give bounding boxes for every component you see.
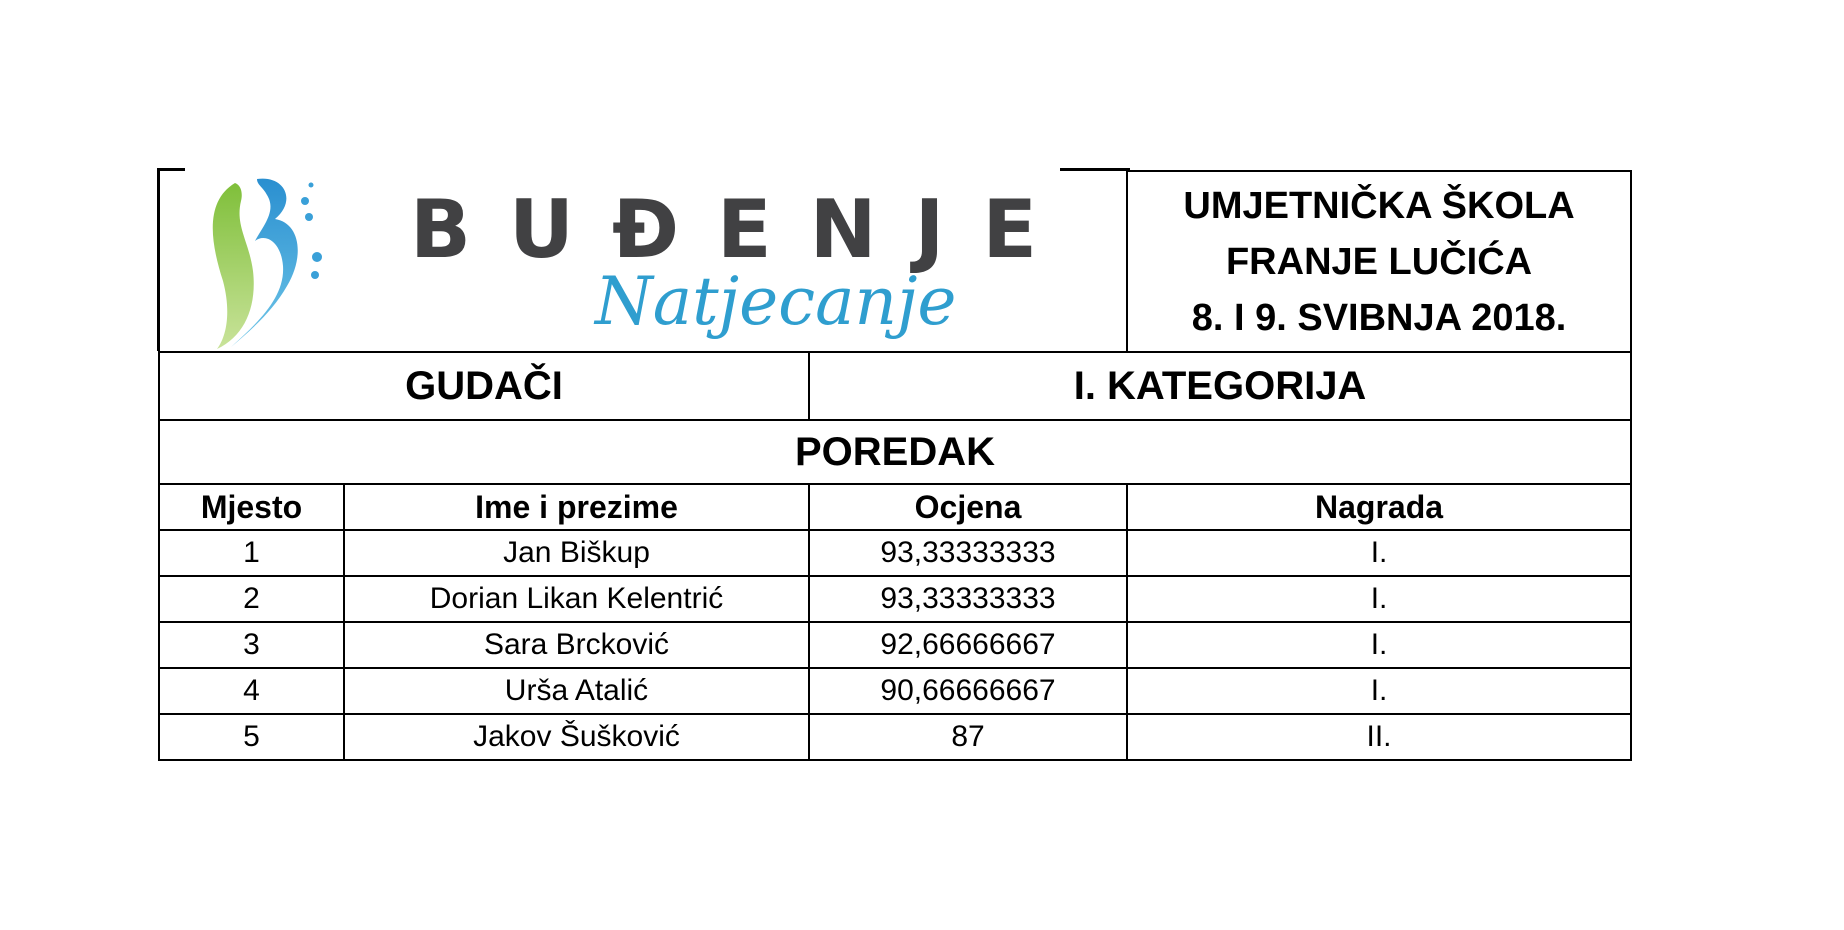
clef-heart-icon [205,171,345,352]
cell-name: Sara Brcković [344,622,809,668]
cell-award: I. [1127,530,1631,576]
cell-name: Dorian Likan Kelentrić [344,576,809,622]
table-row [159,668,1631,714]
cell-place: 3 [159,622,344,668]
col-header-name: Ime i prezime [344,484,809,530]
brand-subtitle: Natjecanje [595,263,957,340]
cell-score: 92,66666667 [809,622,1127,668]
frame-left-edge [157,168,160,351]
cell-award: II. [1127,714,1631,760]
cell-place: 1 [159,530,344,576]
school-info [1127,171,1631,352]
cell-name: Jakov Šušković [344,714,809,760]
cell-award: I. [1127,576,1631,622]
cell-score: 93,33333333 [809,576,1127,622]
cell-place: 4 [159,668,344,714]
logo-cell [159,171,1127,352]
header-row [159,171,1631,352]
title-row [159,420,1631,484]
col-header-place: Mjesto [159,484,344,530]
results-table [158,170,1632,761]
col-header-award: Nagrada [1127,484,1631,530]
table-title: POREDAK [159,420,1631,484]
cell-award: I. [1127,668,1631,714]
section-row [159,352,1631,420]
cell-place: 2 [159,576,344,622]
category-label: I. KATEGORIJA [809,352,1631,420]
table-row [159,714,1631,760]
table-row [159,622,1631,668]
cell-score: 90,66666667 [809,668,1127,714]
cell-score: 93,33333333 [809,530,1127,576]
frame-corner-top-right [1060,168,1130,171]
table-row [159,530,1631,576]
cell-place: 5 [159,714,344,760]
cell-award: I. [1127,622,1631,668]
school-line-1: UMJETNIČKA ŠKOLA [1183,184,1575,227]
table-row [159,576,1631,622]
school-line-3: 8. I 9. SVIBNJA 2018. [1191,296,1567,339]
cell-name: Jan Biškup [344,530,809,576]
cell-name: Urša Atalić [344,668,809,714]
brand-name: BUĐENJE [410,183,1075,276]
cell-score: 87 [809,714,1127,760]
school-line-2: FRANJE LUČIĆA [1225,240,1533,283]
discipline-label: GUDAČI [159,352,809,420]
col-header-score: Ocjena [809,484,1127,530]
column-header-row [159,484,1631,530]
frame-corner-top-left [158,168,185,171]
competition-logo [185,171,1075,352]
